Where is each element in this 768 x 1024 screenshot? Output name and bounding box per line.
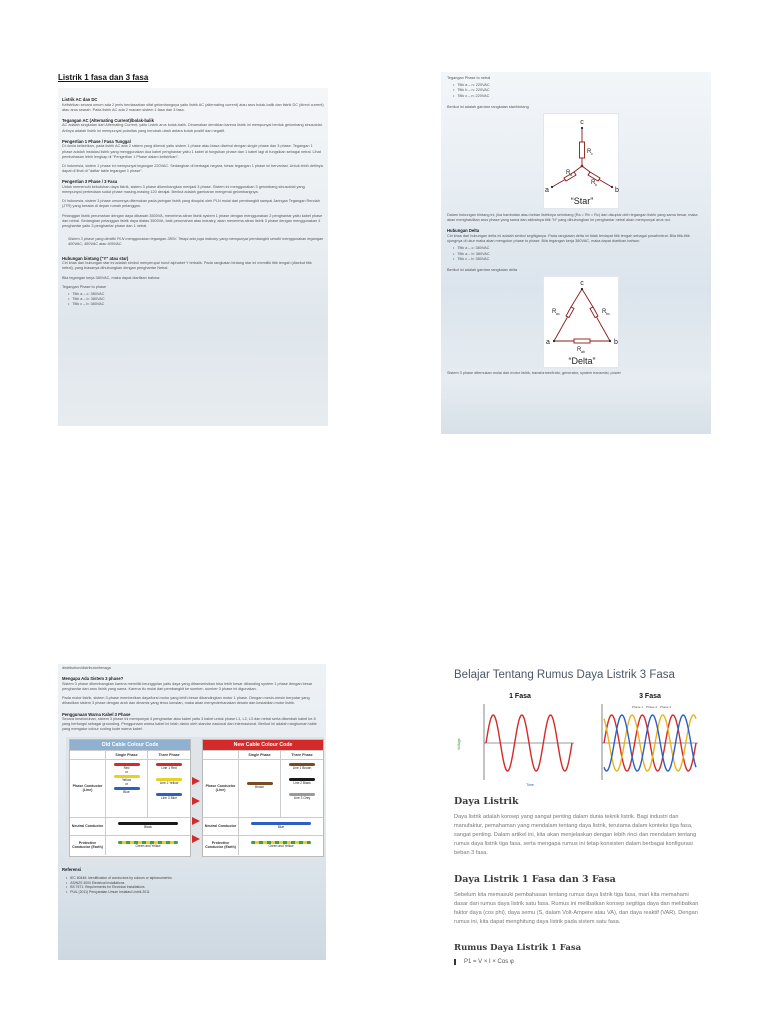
table-row-phase (70, 759, 190, 817)
neutral-cell (106, 818, 190, 835)
label-rab-sub: ab (581, 350, 585, 355)
list-item: • Titik c – b: 380VAC (68, 302, 324, 307)
resistor-rac (566, 307, 574, 318)
row-label: Neutral Conductor (203, 818, 239, 835)
panel-4-content (446, 660, 708, 965)
terminal-a (551, 186, 553, 188)
section-heading: Penggunaan Warna Kabel 3 Phase (62, 711, 131, 717)
section-heading: Mengapa Ada Sistem 3 phase? (62, 676, 124, 682)
waveform-illustration (454, 688, 700, 788)
earth-cell (106, 836, 190, 855)
terminal-a (553, 340, 555, 342)
col-three-phase: Three Phase (291, 752, 313, 757)
section-heading: Pengertian 1 Phase / Fasa Tunggal (62, 138, 131, 144)
single-phase-cell (106, 760, 148, 817)
resistor-rab (574, 339, 590, 343)
section-heading: Hubungan bintang ("Y" atau star) (62, 255, 129, 261)
label-ra-sub: a (570, 173, 572, 178)
old-table-grid (70, 750, 190, 855)
terminal-c (581, 127, 583, 129)
wire-label: Line 3 Grey (293, 795, 311, 800)
references-list (66, 876, 322, 894)
phase-to-phase-list (68, 292, 324, 308)
row-label: Protective Conductor (Earth) (70, 836, 106, 855)
list-item: • Titik c – n: 220VAC (453, 94, 705, 99)
delta-voltage-list (453, 246, 705, 262)
terminal-c (581, 288, 583, 290)
phase-1-label: Phase 1 (632, 705, 644, 709)
article-panel-2 (441, 72, 711, 434)
wire-label: Black (144, 824, 152, 829)
delta-caption: “Delta” (568, 356, 596, 367)
label-rb-sub: b (595, 183, 597, 188)
col-three-phase: Three Phase (158, 752, 180, 757)
section-text: Di Indonesia, sistem 3 phase umumnya ditemukan pada jaringan listrik yang disuplai oleh PLN mulai dari pembangkit sampai Jaringan Tegangan Rendah (JTR) yang berada di depan rumah pelanggan. (62, 199, 320, 209)
earth-cell (239, 836, 323, 855)
label-3-fasa: 3 Fasa (639, 693, 661, 700)
phase-2-label: Phase 2 (646, 705, 658, 709)
wire-label: Line 1 Red (161, 765, 177, 770)
new-cable-colour-table (202, 739, 324, 857)
wire-label: Green and Yellow (268, 843, 294, 848)
panel-3-content (58, 664, 326, 895)
reference-item[interactable]: • PUIL (2011) Persyaratan Umum Instalasi Listrik 2011 (66, 890, 322, 895)
section-text: Untuk memenuhi kebutuhan daya listrik, sistem 3 phase dikembangkan menjadi 3 phase. Sistem ini menggunakan 3 gelombang sinusoidal yang mempunyai perbedaan sudut phase masing-masing 120 derajat. Berikut adalah gambaran mengenai gelombangnya. (62, 184, 305, 195)
label-rbc-sub: bc (606, 312, 610, 317)
terminal-b (611, 186, 613, 188)
arrow-right-icon (192, 835, 200, 843)
section-text: Ciri khas dari hubungan delta ini adalah simbol segitiganya. Pada rangkaian delta ini tidak terdapat titik tengah sebagai pusat/netral. Bila titik-titik ujungnya di ukur maka akan mengukur phase to phase. Bila tegangan kerja 380VAC, maka dapat diartikan bahwa: (447, 233, 690, 244)
wire-label: Line 3 Blue (161, 795, 177, 800)
panel-2-content (441, 72, 711, 376)
col-single-phase: Single Phase (239, 751, 281, 759)
section-text: Kelistrikan secara umum ada 2 jenis berdasarkan sifat gelombangnya yaitu listrik AC (alternating current) atau arus bolak-balik dan listrik DC (direct current) atau arus searah. Pada listrik AC ada 2 macam sistem 1 fasa dan 3 fasa. (62, 102, 324, 112)
heading-1-dan-3-fasa: Daya Listrik 1 Fasa dan 3 Fasa (454, 874, 616, 885)
table-header-row (70, 750, 190, 759)
label-a: a (546, 339, 550, 347)
list-item: • Titik b – n: 220VAC (453, 88, 705, 93)
wire-bc-top (582, 289, 593, 307)
single-phase-cell (239, 760, 281, 817)
label-rab: R (577, 347, 582, 354)
heading-rumus-1-fasa: Rumus Daya Listrik 1 Fasa (454, 943, 582, 953)
star-circuit-diagram (543, 113, 619, 209)
list-item: • Titik a – c: 380VAC (68, 292, 324, 297)
references-heading: Referensi (62, 866, 82, 872)
wire-a-center (574, 166, 582, 172)
section-text: Pelanggan listrik perumahan dengan daya dibawah 3500VA, menerima aliran listrik system 1 phase dengan menggunakan 2 penghantar yaitu kabel phase dan netral. Sedangkan pelanggan listrik daya diatas 3500VA, baik perumahan atau industry, akan menerima aliran listrik 3 phase dengan menggunakan 4 penghantar yaitu 3 penghantar phase dan 1 netral. (62, 213, 323, 229)
resistor-rbc (590, 307, 598, 318)
old-table-title: Old Cable Colour Code (70, 740, 190, 750)
row-label: Protective Conductor (Earth) (203, 836, 239, 855)
wire-label: or (125, 781, 128, 786)
wire-label: Yellow (121, 777, 132, 782)
time-axis-label: Time (526, 783, 534, 787)
panel-1-content (58, 86, 328, 308)
wire-label: or (125, 769, 128, 774)
section-heading: Tegangan AC (Alternating Current)/bolak-balik (62, 117, 154, 123)
section-text: Secara keseluruhan, sistem 3 phase ini mempunyai 4 penghantar atau kabel yaitu 3 kabel untuk phase L1, L2, L3 dan netral serta ditambah kabel ke-5 yang berfungsi sebagai grounding. Penggunaan warna kabel ini telah diatur oleh standar nasional dan internasional. Berikut ini adalah rangkuman table yang mengatur colour coding kode warna kabel. (62, 717, 317, 732)
wire-label: Line 2 Yellow (159, 780, 179, 785)
wire-label: Blue (277, 824, 285, 829)
new-table-title: New Cable Colour Code (203, 740, 323, 750)
list-item: • Titik a – b: 380VAC (453, 252, 705, 257)
paragraph-daya-listrik: Daya listrik adalah konsep yang sangat penting dalam dunia teknik listrik. Bagi industri dan manufaktur, pemahaman yang mendalam tentang daya listrik, terutama dalam konteks tiga fasa, sangat penting. Dalam artikel ini, kita akan menjelaskan dengan lebih rinci dan mendalam tentang rumus daya listrik tiga fasa, serta mengapa rumus ini tetap konsisten dalam berbagai konfigurasi beban 3 fasa. (454, 814, 697, 856)
terminal-b (609, 340, 611, 342)
arrow-right-icon (192, 797, 200, 805)
resistor-rc (580, 142, 585, 158)
article-panel-3 (58, 664, 326, 960)
table-row-neutral (203, 817, 323, 835)
reference-item[interactable]: • BS 7671: Requirements for Electrical Installations (66, 885, 322, 890)
empty-header (203, 751, 239, 759)
label-rc: R (587, 149, 592, 156)
label-c: c (580, 280, 584, 288)
label-c: c (580, 119, 584, 127)
star-explanation: Dalam hubungan bintang ini, jika hambatan atau beban listriknya seimbang (Ra = Rb = Rc) dan disuplai oleh tegangan listrik yang sama besar, maka akan menghasilkan arus phase yang sama dan akibatnya titik "N" yang dihubungkan ke penghantar netral akan mempunyai arus nol. (447, 213, 698, 223)
phase-to-phase-label: Tegangan Phase to phase (62, 284, 107, 289)
three-phase-cell (148, 760, 190, 817)
heading-daya-listrik: Daya Listrik (454, 796, 519, 807)
delta-intro: Berikut ini adalah gambar rangkaian delta (447, 267, 518, 272)
phase-3-label: Phase 3 (660, 705, 672, 709)
phase-to-neutral-label: Tegangan Phase to netral (447, 76, 491, 80)
reference-item[interactable]: • IEC 60446: Identification of conductors by colours or alphanumerics (66, 876, 322, 881)
document-title: Listrik 1 fasa dan 3 fasa (58, 73, 149, 82)
wire-ac-bottom (554, 317, 568, 341)
label-rbc: R (602, 309, 607, 316)
reference-item[interactable]: • AS/NZS 3000 Electrical installations (66, 881, 322, 886)
section-text: Di dunia kelistrikan, pada listrik AC ada 2 sistem yang dikenal yaitu sistem 1 phase atau biasa disebut dengan single phase dan 3 phase. Tegangan 1 phase adalah instalasi listrik yang menggunakan dua kabel penghantar yaitu 1 kabel di fungsikan phase dan 1 kabel lagi di fungsikan sebagai netral. Lihat pembahasan lebih lengkap di "Pengertian 1 Phase dalam kelistrikan". (62, 144, 321, 159)
wire-label: Line 1 Brown (292, 765, 312, 770)
article-panel-1 (58, 70, 328, 426)
star-intro: Berikut ini adalah gambar rangkaian star/bintang (447, 104, 529, 109)
three-phase-cell (281, 760, 323, 817)
label-rac-sub: ac (556, 312, 560, 317)
table-row-protective (70, 835, 190, 855)
paragraph-1-dan-3-fasa: Sebelum kita memasuki pembahasan tentang rumus daya listrik tiga fasa, mari kita memahami dasar dari rumus daya listrik satu fasa. Rumus ini melibatkan konsep segitiga daya dan melibatkan faktor daya (cos phi), daya semu (S, dalam Volt-Ampere atau VA), dan daya reaktif (VAR). Dengan rumus ini, kita dapat menghitung daya listrik pada sistem satu fasa. (454, 892, 699, 925)
voltage-axis-label: Voltage (457, 738, 461, 750)
label-rc-sub: c (591, 152, 593, 157)
list-item: • Titik c – b: 380VAC (453, 257, 705, 262)
col-single-phase: Single Phase (106, 751, 148, 759)
row-label: Neutral Conductor (70, 818, 106, 835)
table-row-neutral (70, 817, 190, 835)
section-text: Di Indonesia, sistem 1 phase ini mempunyai tegangan 220VAC. Sedangkan di berbagai negara, besar tegangan 1 phase ini bervariasi. Untuk lebih detilnya dapat di lihat di "daftar table tegangan 1 phase". (62, 163, 323, 174)
quote-text: Sistem 3 phase yang dimiliki PLN menggunakan tegangan 380V. Tetapi ada juga industry yang mempunyai pembangkit sendiri menggunakan tegangan 400VAC, 480VAC atau 600VAC. (68, 237, 324, 247)
article-panel-4 (446, 660, 708, 1024)
wire-a (552, 180, 565, 188)
wire-label: Brown (254, 784, 265, 789)
old-cable-colour-table (69, 739, 191, 857)
row-label: Phase Conductor (Line) (70, 760, 106, 817)
label-b: b (615, 187, 619, 195)
list-item: • Titik a – c: 380VAC (453, 246, 705, 251)
table-row-phase (203, 759, 323, 817)
list-item: • Titik a – b: 380VAC (68, 297, 324, 302)
wire-bc-bottom (597, 317, 611, 341)
table-row-protective (203, 835, 323, 855)
table-header-row (203, 750, 323, 759)
voltage-note: Bila tegangan kerja 380VAC, maka dapat diartikan bahwa: (62, 275, 161, 280)
wire-b-center (582, 166, 590, 172)
delta-circuit-diagram (543, 276, 619, 368)
section-heading: Hubungan Delta (447, 228, 480, 234)
label-rac: R (552, 309, 557, 316)
wire-label: Green and Yellow (135, 843, 161, 848)
label-rb: R (591, 180, 596, 187)
list-item: • Titik a – n: 220VAC (453, 83, 705, 88)
neutral-cell (239, 818, 323, 835)
section-heading: Listrik AC dan DC (62, 97, 98, 102)
arrow-right-icon (192, 777, 200, 785)
section-heading: Pengertian 3 Phase / 3 Fasa (62, 179, 118, 185)
empty-header (70, 751, 106, 759)
neutral-node (581, 165, 584, 168)
wire-label: Line 2 Black (293, 780, 311, 785)
formula-1-fasa: P1 = V × I × Cos φ (454, 959, 700, 965)
star-caption: “Star” (570, 196, 594, 207)
wire-b (599, 180, 612, 188)
panel-footer-text: Sistem 3 phase ditemukan mulai dari motor listrik, transformer/trafo, generator, system transmisi, power (447, 371, 621, 376)
lead-text: distribution/distributor/tenaga (62, 666, 111, 670)
label-1-fasa: 1 Fasa (509, 693, 531, 700)
cable-colour-code-figure (66, 737, 324, 861)
new-table-grid (203, 750, 323, 855)
wire-label: Red (123, 765, 130, 770)
label-a: a (545, 187, 549, 195)
phase-to-neutral-list (453, 83, 705, 99)
row-label: Phase Conductor (Line) (203, 760, 239, 817)
section-text: Sistem 3 phase dikembangkan karena memiliki keunggulan yaitu daya yang ditransmisikan bisa lebih besar dibanding system 1 phase dengan besar penghantar dan arus listrik yang sama. Karena itu mulai dari pembangkit ke sumber- sumber 3 phase ini digunakan. (62, 681, 313, 691)
arrow-right-icon (192, 817, 200, 825)
wire-label: Blue (123, 789, 130, 794)
article-title: Belajar Tentang Rumus Daya Listrik 3 Fasa (454, 669, 675, 681)
arrow-icons (190, 737, 202, 861)
label-ra: R (566, 170, 571, 177)
section-text: AC adalah singkatan dari Alternating Current, yaitu Listrik arus bolak-balik. Dinamakan demikian karena listrik ini mempunyai bentuk gelombang sinusoidal. Artinya adalah listrik ini mempunyai polaritas yang berubah-ubah antara kutub positif dan negatif. (62, 123, 323, 133)
section-text: Pada motor listrik, sistem 3 phase memberikan daya/torsi motor yang lebih besar dibandingkan motor 1 phase. Dengan mesin-mesin berputar yang dihasilkan sistem 3 phase dengan arah dan dinamis yang terus konstan, maka akan menyederhanakan desain dan kestabilan motor listrik. (62, 696, 310, 706)
label-b: b (614, 339, 618, 347)
section-text: Ciri khas dari hubungan star ini adalah simbol menyerupai huruf alphabet Y terbalik. Pada rangkaian bintang star ini memiliki titik tengah (disebut titik netral), yang biasanya dihubungkan dengan penghantar Netral. (62, 261, 312, 271)
wire-ac-top (571, 289, 582, 307)
